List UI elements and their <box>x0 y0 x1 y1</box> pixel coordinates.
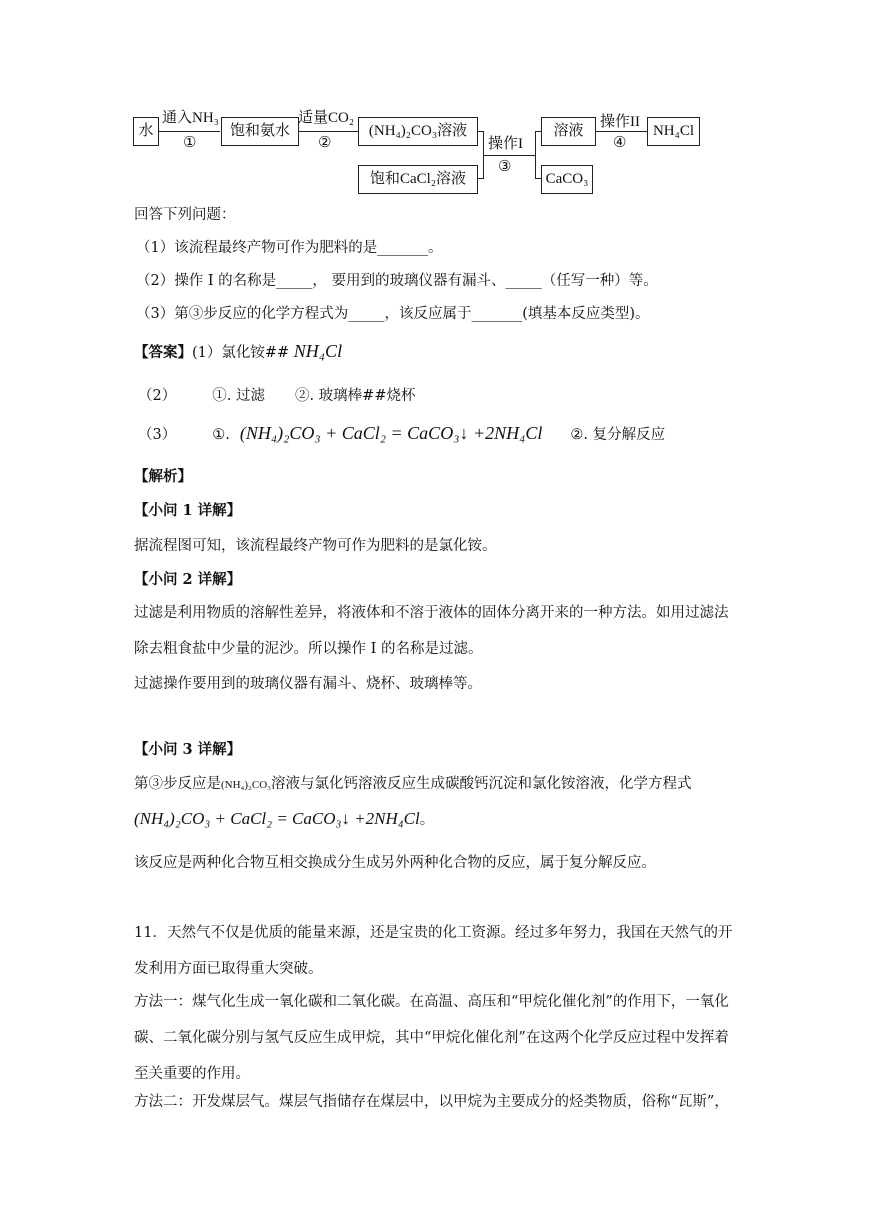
flow-step-4: ④ <box>613 133 627 151</box>
flow-box-nh4cl: NH₄Cl <box>647 117 700 146</box>
flow-label-op2: 操作II <box>600 114 640 130</box>
flow-split-vertical <box>535 131 536 179</box>
flow-arrow-2 <box>298 131 358 132</box>
q11-paragraph-2: 方法一：煤气化生成一氧化碳和二氧化碳。在高温、高压和“甲烷化催化剂”的作用下，一氧化碳、二氧化碳分别与氢气反应生成甲烷，其中“甲烷化催化剂”在这两个化学反应过程中发挥着至关重要的作用。 <box>134 994 729 1082</box>
analysis-sub3-equation: (NH₄)₂CO₃ + CaCl₂ = CaCO₃↓ +2NH₄Cl <box>134 809 420 828</box>
analysis-heading: 【解析】 <box>134 468 192 485</box>
analysis-sub1-text: 据流程图可知，该流程最终产物可作为肥料的是氯化铵。 <box>134 538 497 554</box>
flow-box-solution: 溶液 <box>541 117 596 146</box>
answer-line-2 <box>138 384 415 405</box>
analysis-sub3-heading: 【小问 3 详解】 <box>134 741 242 758</box>
flow-label-add-nh3: 通入NH₃ <box>162 110 219 126</box>
flow-label-add-co2: 适量CO₂ <box>298 110 355 126</box>
answer-line-1 <box>134 341 342 362</box>
analysis-sub3-chem: (NH₄)₂CO₃ <box>221 779 271 791</box>
answer-2-part2: ②. 玻璃棒##烧杯 <box>294 388 416 404</box>
question-3: （3）第③步反应的化学方程式为_____，该反应属于_______(填基本反应类型)。 <box>136 306 650 322</box>
q11-paragraph-1: 11．天然气不仅是优质的能量来源，还是宝贵的化工资源。经过多年努力，我国在天然气的开发利用方面已取得重大突破。 <box>134 925 733 977</box>
flow-box-nh4co3: (NH₄)₂CO₃溶液 <box>358 117 478 146</box>
question-2: （2）操作 I 的名称是_____， 要用到的玻璃仪器有漏斗、_____（任写一种）等。 <box>136 273 658 289</box>
flow-arrow-4 <box>595 131 647 132</box>
process-flowchart <box>0 0 869 200</box>
analysis-sub2-heading: 【小问 2 详解】 <box>134 571 242 588</box>
analysis-sub3-text <box>134 772 692 793</box>
flow-box-sat-ammonia: 饱和氨水 <box>221 117 299 146</box>
answer-3-num1: ①. <box>212 427 230 443</box>
question-intro: 回答下列问题： <box>134 207 236 223</box>
q11-paragraph-3: 方法二：开发煤层气。煤层气指储存在煤层中，以甲烷为主要成分的烃类物质，俗称“瓦斯”， <box>134 1094 729 1110</box>
analysis-sub3-pre: 第③步反应是 <box>134 776 221 792</box>
analysis-sub2-text2: 过滤操作要用到的玻璃仪器有漏斗、烧杯、玻璃棒等。 <box>134 676 482 692</box>
analysis-sub3-equation-line <box>134 808 434 829</box>
flow-step-1: ① <box>183 133 197 151</box>
analysis-sub3-text2: 该反应是两种化合物互相交换成分生成另外两种化合物的反应，属于复分解反应。 <box>134 855 656 871</box>
answer-1-formula: NH₄Cl <box>293 341 343 361</box>
answer-2-label: （2） <box>138 388 177 404</box>
analysis-sub3-period: 。 <box>419 812 435 828</box>
answer-2-part1: ①. 过滤 <box>212 388 265 404</box>
answer-1-prefix: (1）氯化铵## <box>192 345 294 361</box>
flow-box-cacl2: 饱和CaCl₂溶液 <box>358 165 478 194</box>
answer-line-3 <box>138 423 665 444</box>
flow-arrow-1 <box>158 131 220 132</box>
analysis-sub3-post: 溶液与氯化钙溶液反应生成碳酸钙沉淀和氯化铵溶液，化学方程式 <box>271 776 692 792</box>
answer-3-label: （3） <box>138 427 177 443</box>
question-1: （1）该流程最终产物可作为肥料的是_______。 <box>136 240 443 256</box>
analysis-sub1-heading: 【小问 1 详解】 <box>134 502 242 519</box>
flow-step-3: ③ <box>498 157 512 175</box>
flow-box-caco3: CaCO₃ <box>541 165 593 194</box>
answer-3-part2: ②. 复分解反应 <box>570 427 666 443</box>
analysis-sub2-text1: 过滤是利用物质的溶解性差异，将液体和不溶于液体的固体分离开来的一种方法。如用过滤法除去粗食盐中少量的泥沙。所以操作 I 的名称是过滤。 <box>134 605 729 657</box>
answer-3-equation: (NH₄)₂CO₃ + CaCl₂ = CaCO₃↓ +2NH₄Cl <box>239 423 543 443</box>
flow-label-op1: 操作I <box>488 136 523 152</box>
flow-step-2: ② <box>318 133 332 151</box>
answer-heading: 【答案】 <box>134 344 192 361</box>
flow-box-water: 水 <box>133 117 159 146</box>
flow-arrow-3 <box>483 155 535 156</box>
